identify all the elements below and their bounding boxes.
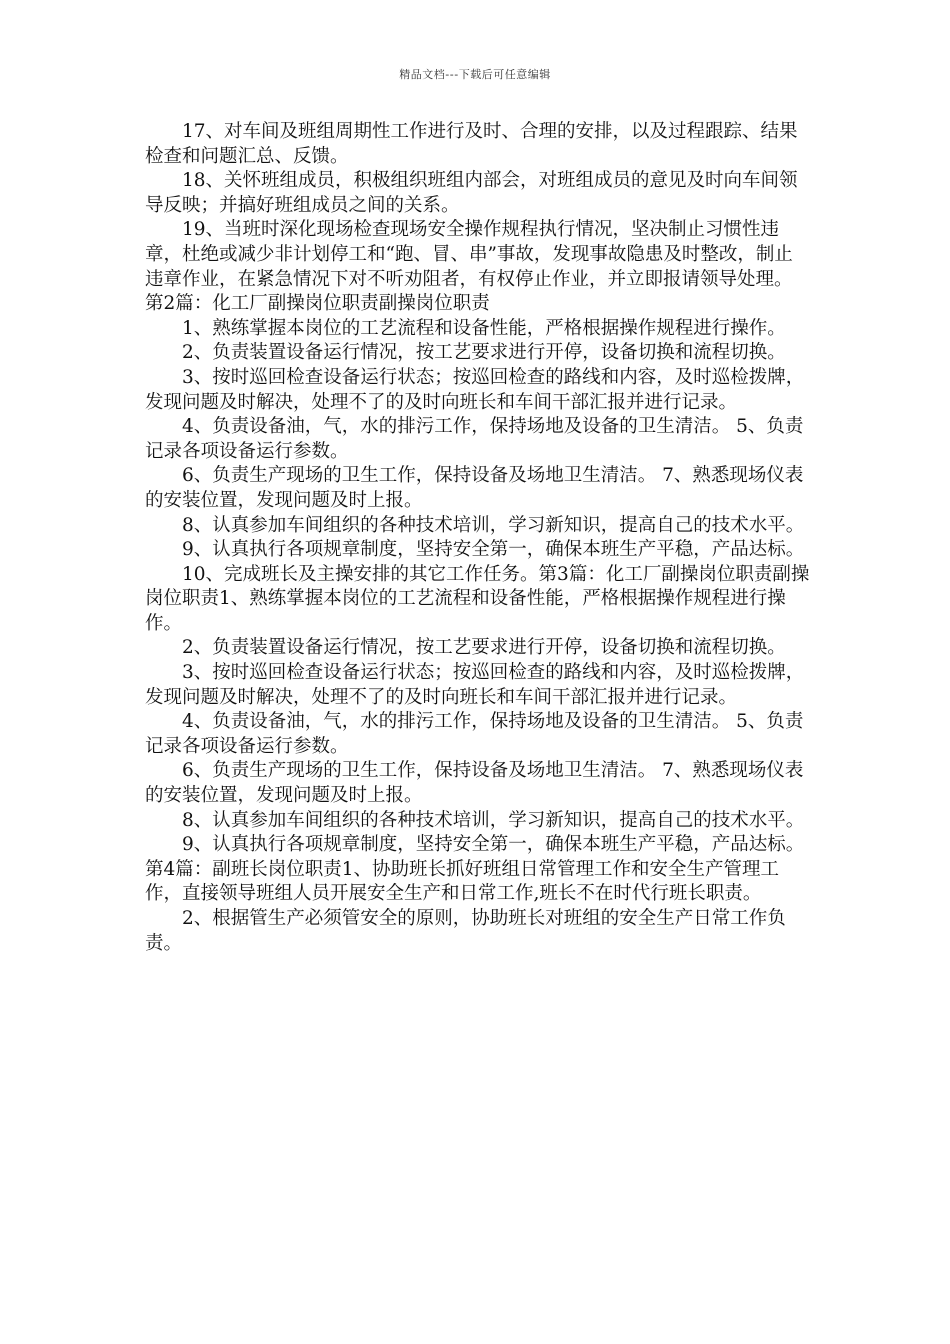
paragraph: 1、熟练掌握本岗位的工艺流程和设备性能，严格根据操作规程进行操作。 <box>182 317 786 339</box>
page-header: 精品文档---下载后可任意编辑 <box>399 68 551 81</box>
paragraph: 2、负责装置设备运行情况，按工艺要求进行开停，设备切换和流程切换。 <box>182 637 786 659</box>
paragraph: 6、负责生产现场的卫生工作，保持设备及场地卫生清洁。 7、熟悉现场仪表的安装位置，发现问题及时上报。 <box>145 760 804 807</box>
paragraph: 10、完成班长及主操安排的其它工作任务。第3篇：化工厂副操岗位职责副操岗位职责1、熟练掌握本岗位的工艺流程和设备性能，严格根据操作规程进行操作。 <box>145 563 810 634</box>
paragraph: 19、当班时深化现场检查现场安全操作规程执行情况，坚决制止习惯性违章，杜绝或减少非计划停工和“跑、冒、串”事故，发现事故隐患及时整改，制止违章作业，在紧急情况下对不听劝阻者，有权停止作业，并立即报请领导处理。第2篇：化工厂副操岗位职责副操岗位职责 <box>145 219 793 315</box>
paragraph: 4、负责设备油，气，水的排污工作，保持场地及设备的卫生清洁。 5、负责记录各项设备运行参数。 <box>145 711 804 757</box>
paragraph: 18、关怀班组成员，积极组织班组内部会，对班组成员的意见及时向车间领导反映；并搞好班组成员之间的关系。 <box>145 170 798 216</box>
paragraph: 6、负责生产现场的卫生工作，保持设备及场地卫生清洁。 7、熟悉现场仪表的安装位置，发现问题及时上报。 <box>145 465 804 511</box>
paragraph: 3、按时巡回检查设备运行状态；按巡回检查的路线和内容，及时巡检拨牌，发现问题及时解决，处理不了的及时向班长和车间干部汇报并进行记录。 <box>145 366 805 413</box>
paragraph: 9、认真执行各项规章制度，坚持安全第一，确保本班生产平稳，产品达标。第4篇：副班长岗位职责1、协助班长抓好班组日常管理工作和安全生产管理工作，直接领导班组人员开展安全生产和日常工作,班长不在时代行班长职责。 <box>145 834 805 905</box>
paragraph: 17、对车间及班组周期性工作进行及时、合理的安排，以及过程跟踪、结果检查和问题汇总、反馈。 <box>145 121 798 167</box>
document-body <box>145 120 810 956</box>
paragraph: 8、认真参加车间组织的各种技术培训，学习新知识，提高自己的技术水平。 <box>182 514 805 536</box>
paragraph: 4、负责设备油，气，水的排污工作，保持场地及设备的卫生清洁。 5、负责记录各项设备运行参数。 <box>145 416 804 462</box>
paragraph: 9、认真执行各项规章制度，坚持安全第一，确保本班生产平稳，产品达标。 <box>182 539 805 561</box>
paragraph: 8、认真参加车间组织的各种技术培训，学习新知识，提高自己的技术水平。 <box>182 809 805 831</box>
paragraph: 3、按时巡回检查设备运行状态；按巡回检查的路线和内容，及时巡检拨牌，发现问题及时解决，处理不了的及时向班长和车间干部汇报并进行记录。 <box>145 662 805 708</box>
paragraph: 2、根据管生产必须管安全的原则，协助班长对班组的安全生产日常工作负责。 <box>145 908 786 954</box>
paragraph: 2、负责装置设备运行情况，按工艺要求进行开停，设备切换和流程切换。 <box>182 342 786 364</box>
